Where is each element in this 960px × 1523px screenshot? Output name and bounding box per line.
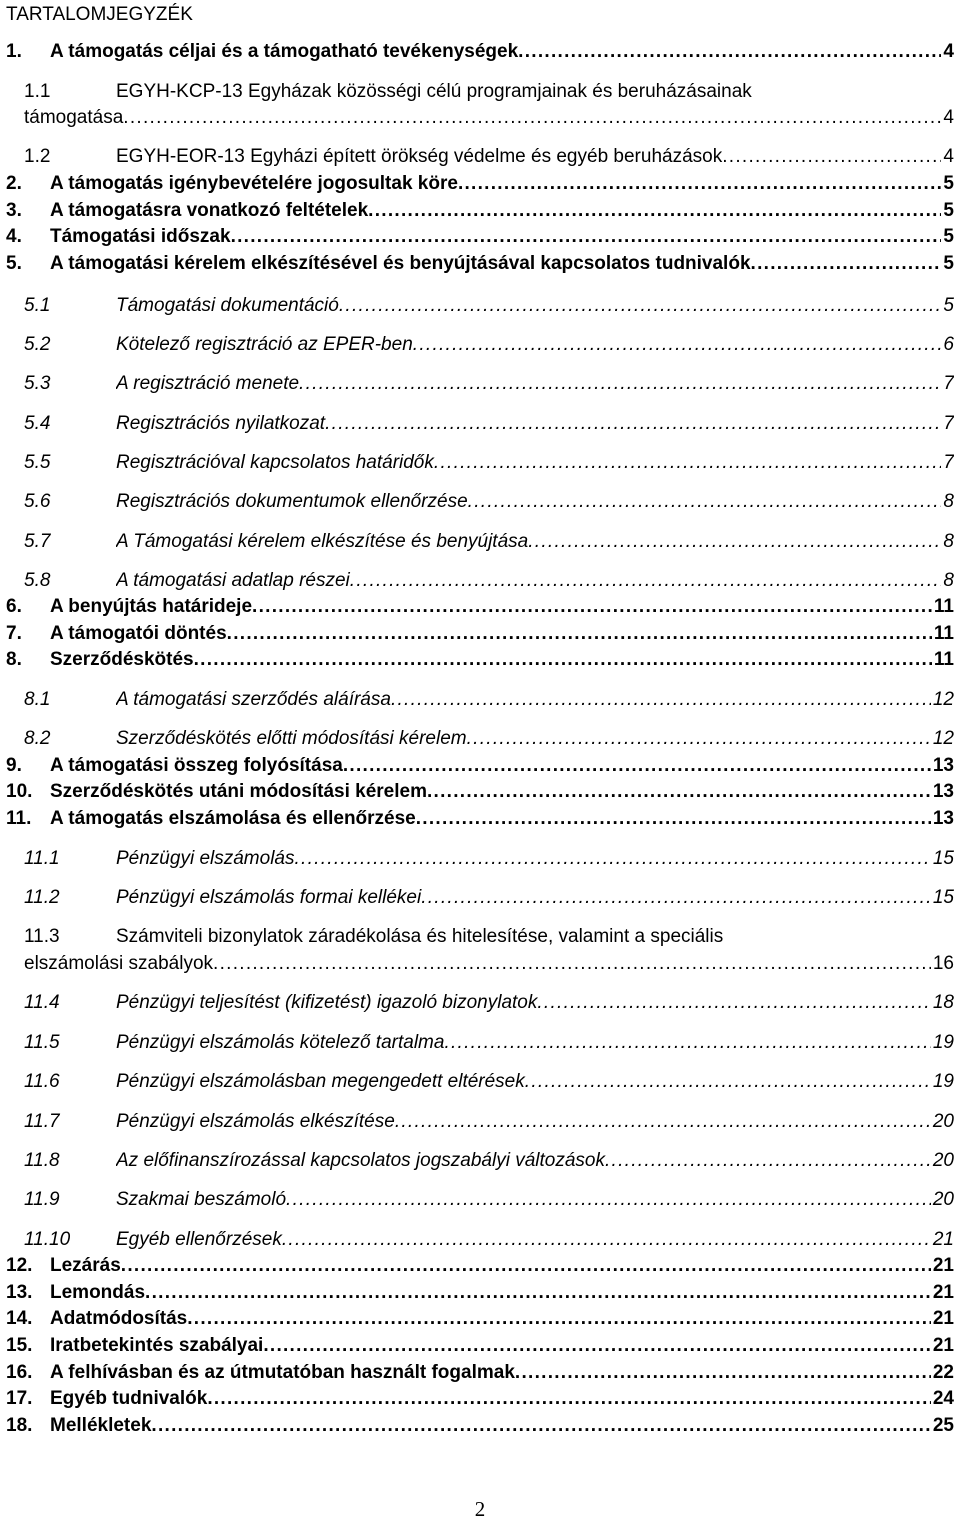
toc-entry-title: Pénzügyi teljesítést (kifizetést) igazoló bizonylatok (116, 992, 538, 1013)
toc-entry[interactable] (0, 106, 960, 130)
toc-entry[interactable] (0, 1361, 960, 1385)
toc-entry-page: 6 (943, 334, 954, 355)
dot-leader (263, 1334, 931, 1358)
dot-leader (299, 372, 941, 396)
toc-entry-number: 11.3 (24, 926, 60, 947)
toc-entry-title: A támogatás igénybevételére jogosultak köre (50, 173, 458, 194)
toc-entry-page: 11 (933, 596, 954, 617)
toc-entry-title: Egyéb ellenőrzések (116, 1229, 282, 1250)
toc-entry-page: 8 (943, 491, 954, 512)
toc-entry-title: Pénzügyi elszámolás (116, 848, 295, 869)
toc-entry-page: 21 (932, 1282, 954, 1303)
dot-leader (515, 1361, 931, 1385)
toc-entry[interactable] (0, 530, 960, 554)
dot-leader (194, 648, 932, 672)
toc-entry[interactable] (0, 172, 960, 196)
toc-entry-page: 13 (932, 781, 954, 802)
toc-entry-title: Pénzügyi elszámolás kötelező tartalma (116, 1032, 445, 1053)
dot-leader (518, 40, 941, 64)
dot-leader (252, 595, 932, 619)
toc-entry-title: EGYH-EOR-13 Egyházi épített örökség védelme és egyéb beruházások (116, 146, 723, 167)
dot-leader (416, 807, 931, 831)
toc-entry[interactable] (0, 333, 960, 357)
dot-leader (427, 780, 931, 804)
toc-entry-number: 11.9 (24, 1189, 60, 1210)
dot-leader (421, 886, 931, 910)
toc-entry-number: 17. (6, 1388, 33, 1409)
toc-entry-title: A támogatás elszámolása és ellenőrzése (50, 808, 416, 829)
toc-entry-page: 20 (932, 1111, 954, 1132)
toc-entry-title: Lemondás (50, 1282, 146, 1303)
dot-leader (605, 1149, 931, 1173)
dot-leader (187, 1307, 931, 1331)
toc-entry-title: A támogatásra vonatkozó feltételek (50, 200, 369, 221)
toc-entry-number: 13. (6, 1282, 33, 1303)
toc-entry-page: 21 (932, 1335, 954, 1356)
dot-leader (339, 294, 942, 318)
toc-entry-page: 24 (932, 1388, 954, 1409)
toc-entry-page: 13 (932, 808, 954, 829)
toc-entry-page: 21 (932, 1308, 954, 1329)
toc-entry-number: 5.3 (24, 373, 51, 394)
toc-entry-number: 6. (6, 596, 22, 617)
toc-entry[interactable] (0, 754, 960, 778)
toc-entry-page: 15 (932, 848, 954, 869)
toc-entry-number: 10. (6, 781, 33, 802)
toc-heading: TARTALOMJEGYZÉK (6, 4, 193, 25)
toc-entry-number: 8.1 (24, 689, 51, 710)
toc-entry-title: A Támogatási kérelem elkészítése és benyújtása (116, 531, 529, 552)
dot-leader (282, 1228, 931, 1252)
dot-leader (458, 172, 941, 196)
toc-entry-title: EGYH-KCP-13 Egyházak közösségi célú programjainak és beruházásainak (116, 81, 752, 102)
toc-entry-title: Regisztrációval kapcsolatos határidők (116, 452, 434, 473)
toc-entry-page: 15 (932, 887, 954, 908)
toc-entry-title: Szerződéskötés (50, 649, 194, 670)
toc-entry[interactable] (0, 490, 960, 514)
toc-entry-number: 8. (6, 649, 22, 670)
toc-entry[interactable] (0, 925, 960, 949)
dot-leader (294, 847, 930, 871)
toc-entry-number: 5.6 (24, 491, 51, 512)
dot-leader (722, 145, 941, 169)
dot-leader (145, 1281, 931, 1305)
toc-entry-page: 5 (943, 226, 954, 247)
toc-entry-title: Regisztrációs dokumentumok ellenőrzése (116, 491, 468, 512)
toc-entry-title: Számviteli bizonylatok záradékolása és hitelesítése, valamint a speciális (116, 926, 724, 947)
toc-entry[interactable] (0, 688, 960, 712)
toc-entry-title: Pénzügyi elszámolás elkészítése (116, 1111, 395, 1132)
toc-entry-title: A felhívásban és az útmutatóban használt fogalmak (50, 1362, 515, 1383)
toc-entry-number: 18. (6, 1415, 33, 1436)
toc-entry-title: Támogatási dokumentáció (116, 295, 339, 316)
toc-entry[interactable] (0, 40, 960, 64)
toc-entry-title: A támogatási adatlap részei (116, 570, 350, 591)
toc-entry-title: A támogatási kérelem elkészítésével és benyújtásával kapcsolatos tudnivalók (50, 253, 751, 274)
toc-entry-number: 11.7 (24, 1111, 60, 1132)
toc-entry-title: Kötelező regisztráció az EPER-ben (116, 334, 413, 355)
toc-entry-page: 13 (932, 755, 954, 776)
toc-entry-title: Támogatási időszak (50, 226, 231, 247)
toc-entry[interactable] (0, 1188, 960, 1212)
toc-entry[interactable] (0, 569, 960, 593)
toc-entry-title: Adatmódosítás (50, 1308, 188, 1329)
toc-entry-title: A támogatói döntés (50, 623, 227, 644)
toc-entry-number: 1.2 (24, 146, 51, 167)
toc-entry-page: 21 (932, 1255, 954, 1276)
toc-entry-title: Pénzügyi elszámolás formai kellékei (116, 887, 422, 908)
toc-entry-title: Az előfinanszírozással kapcsolatos jogszabályi változások (116, 1150, 605, 1171)
toc-entry-page: 19 (932, 1032, 954, 1053)
dot-leader (395, 1110, 931, 1134)
toc-entry-title: támogatása (24, 107, 124, 128)
toc-entry-number: 5.8 (24, 570, 51, 591)
toc-entry-page: 19 (932, 1071, 954, 1092)
toc-entry[interactable] (0, 1387, 960, 1411)
toc-entry-title: Pénzügyi elszámolásban megengedett eltérések (116, 1071, 525, 1092)
toc-entry-number: 11.10 (24, 1229, 71, 1250)
toc-entry-number: 3. (6, 200, 22, 221)
toc-entry-title: Szerződéskötés utáni módosítási kérelem (50, 781, 427, 802)
toc-entry[interactable] (0, 1110, 960, 1134)
toc-entry-number: 5.7 (24, 531, 51, 552)
toc-entry[interactable] (0, 1254, 960, 1278)
toc-entry-page: 4 (943, 41, 954, 62)
toc-entry-title: A benyújtás határideje (50, 596, 253, 617)
toc-entry-number: 2. (6, 173, 22, 194)
toc-entry-title: Mellékletek (50, 1415, 152, 1436)
toc-entry-number: 4. (6, 226, 22, 247)
toc-entry-page: 20 (932, 1150, 954, 1171)
toc-entry-number: 11.2 (24, 887, 60, 908)
toc-entry[interactable] (0, 595, 960, 619)
toc-entry-number: 14. (6, 1308, 33, 1329)
dot-leader (231, 225, 942, 249)
toc-entry[interactable] (0, 991, 960, 1015)
toc-entry-number: 1.1 (24, 81, 51, 102)
toc-entry-page: 8 (943, 570, 954, 591)
toc-entry[interactable] (0, 1228, 960, 1252)
toc-entry-page: 11 (933, 649, 954, 670)
toc-entry-page: 8 (943, 531, 954, 552)
toc-entry-number: 7. (6, 623, 22, 644)
dot-leader (368, 199, 941, 223)
toc-entry-number: 5.5 (24, 452, 51, 473)
toc-entry-page: 4 (943, 107, 954, 128)
toc-entry[interactable] (0, 1334, 960, 1358)
toc-entry-page: 4 (943, 146, 954, 167)
dot-leader (207, 1387, 931, 1411)
toc-entry-number: 11.5 (24, 1032, 60, 1053)
toc-entry-title: A regisztráció menete (116, 373, 300, 394)
toc-entry-page: 16 (932, 953, 954, 974)
toc-entry-title: Lezárás (50, 1255, 121, 1276)
toc-entry[interactable] (0, 1031, 960, 1055)
toc-entry-number: 11.1 (24, 848, 60, 869)
toc-entry-number: 15. (6, 1335, 33, 1356)
toc-entry-page: 22 (932, 1362, 954, 1383)
dot-leader (227, 622, 932, 646)
dot-leader (537, 991, 930, 1015)
toc-entry[interactable] (0, 648, 960, 672)
toc-entry-page: 7 (943, 413, 954, 434)
dot-leader (350, 569, 942, 593)
toc-entry-page: 12 (932, 728, 954, 749)
page-number: 2 (474, 1497, 486, 1521)
toc-entry[interactable] (0, 1149, 960, 1173)
toc-entry-page: 5 (943, 253, 954, 274)
dot-leader (525, 1070, 931, 1094)
toc-entry-page: 11 (933, 623, 954, 644)
toc-entry-number: 11.8 (24, 1150, 60, 1171)
toc-entry[interactable] (0, 372, 960, 396)
dot-leader (123, 106, 941, 130)
toc-entry-page: 25 (932, 1415, 954, 1436)
dot-leader (151, 1414, 930, 1438)
toc-entry-number: 11.6 (24, 1071, 60, 1092)
toc-entry-number: 16. (6, 1362, 33, 1383)
toc-entry[interactable] (0, 1070, 960, 1094)
dot-leader (468, 490, 942, 514)
toc-entry[interactable] (0, 727, 960, 751)
dot-leader (286, 1188, 931, 1212)
toc-entry[interactable] (0, 451, 960, 475)
toc-entry[interactable] (0, 252, 960, 276)
toc-entry-title: Szakmai beszámoló (116, 1189, 287, 1210)
toc-entry[interactable] (0, 952, 960, 976)
toc-entry-title: A támogatási összeg folyósítása (50, 755, 343, 776)
dot-leader (434, 451, 942, 475)
toc-entry[interactable] (0, 807, 960, 831)
toc-entry[interactable] (0, 1281, 960, 1305)
dot-leader (391, 688, 931, 712)
toc-entry-title: elszámolási szabályok (24, 953, 214, 974)
toc-entry-title: Egyéb tudnivalók (50, 1388, 208, 1409)
toc-entry-title: A támogatás céljai és a támogatható tevékenységek (50, 41, 519, 62)
toc-entry[interactable] (0, 1414, 960, 1438)
toc-entry-title: A támogatási szerződés aláírása (116, 689, 391, 710)
toc-entry-page: 21 (932, 1229, 954, 1250)
toc-entry-number: 5.2 (24, 334, 51, 355)
toc-entry-number: 8.2 (24, 728, 51, 749)
toc-entry-number: 12. (6, 1255, 33, 1276)
toc-entry[interactable] (0, 199, 960, 223)
dot-leader (343, 754, 931, 778)
dot-leader (413, 333, 942, 357)
toc-entry-title: Szerződéskötés előtti módosítási kérelem (116, 728, 467, 749)
toc-entry-page: 20 (932, 1189, 954, 1210)
dot-leader (444, 1031, 930, 1055)
toc-entry[interactable] (0, 294, 960, 318)
toc-entry[interactable] (0, 886, 960, 910)
toc-entry[interactable] (0, 847, 960, 871)
toc-entry-number: 1. (6, 41, 22, 62)
toc-entry-page: 5 (943, 295, 954, 316)
toc-entry-number: 9. (6, 755, 22, 776)
dot-leader (528, 530, 941, 554)
dot-leader (213, 952, 931, 976)
toc-entry[interactable] (0, 412, 960, 436)
toc-entry[interactable] (0, 145, 960, 169)
dot-leader (751, 252, 942, 276)
toc-entry-number: 11.4 (24, 992, 60, 1013)
dot-leader (121, 1254, 931, 1278)
toc-entry[interactable] (0, 780, 960, 804)
toc-entry-page: 5 (943, 200, 954, 221)
toc-entry-number: 5.4 (24, 413, 51, 434)
toc-entry-page: 18 (932, 992, 954, 1013)
toc-entry-number: 5. (6, 253, 22, 274)
toc-entry-title: Iratbetekintés szabályai (50, 1335, 264, 1356)
toc-entry-page: 12 (932, 689, 954, 710)
toc-entry[interactable] (0, 1307, 960, 1331)
toc-entry-page: 7 (943, 452, 954, 473)
toc-entry-page: 5 (943, 173, 954, 194)
toc-entry-page: 7 (943, 373, 954, 394)
toc-entry[interactable] (0, 622, 960, 646)
toc-entry[interactable] (0, 80, 960, 104)
dot-leader (325, 412, 941, 436)
toc-entry-number: 5.1 (24, 295, 51, 316)
dot-leader (467, 727, 931, 751)
toc-entry[interactable] (0, 225, 960, 249)
toc-entry-number: 11. (6, 808, 32, 829)
toc-entry-title: Regisztrációs nyilatkozat (116, 413, 326, 434)
